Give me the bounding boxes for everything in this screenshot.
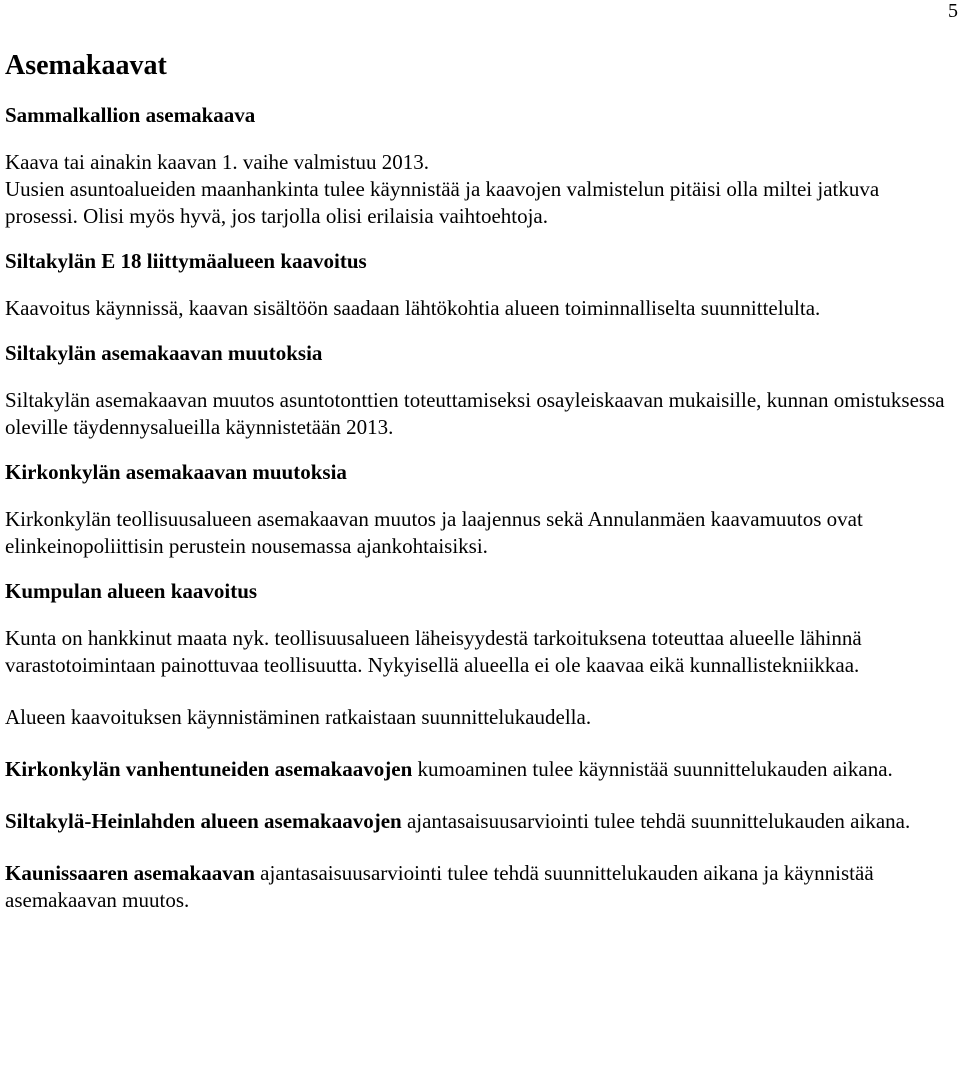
section-heading: Kirkonkylän asemakaavan muutoksia <box>5 460 347 484</box>
section-paragraph: Kaava tai ainakin kaavan 1. vaihe valmistuu 2013. <box>5 150 429 174</box>
section-paragraph: Alueen kaavoituksen käynnistäminen ratkaistaan suunnittelukaudella. <box>5 705 592 729</box>
section-siltakyla-muutoksia <box>5 340 955 441</box>
section-heading: Siltakylän asemakaavan muutoksia <box>5 341 323 365</box>
section-heading: Kumpulan alueen kaavoitus <box>5 579 258 603</box>
section-siltakyla-e18 <box>5 248 955 322</box>
inline-text: ajantasaisuusarviointi tulee tehdä suunnittelukauden aikana ja käynnistää asemakaavan muutos. <box>5 861 874 912</box>
section-paragraph: Siltakylän asemakaavan muutos asuntotonttien toteuttamiseksi osayleiskaavan mukaisille, kunnan omistuksessa oleville täydennysalueilla käynnistetään 2013. <box>5 388 945 439</box>
section-paragraph: Kirkonkylän teollisuusalueen asemakaavan muutos ja laajennus sekä Annulanmäen kaavamuutos ovat elinkeinopoliittisin perustein nousemassa ajankohtaisiksi. <box>5 507 863 558</box>
document-title: Asemakaavat <box>5 50 167 81</box>
section-heading: Sammalkallion asemakaava <box>5 103 256 127</box>
section-kumpula <box>5 578 955 731</box>
inline-paragraph-siltakyla-heinlahti <box>5 808 955 835</box>
inline-paragraph-kirkonkyla-vanhentuneet <box>5 756 955 783</box>
section-paragraph: Kunta on hankkinut maata nyk. teollisuusalueen läheisyydestä tarkoituksena toteuttaa alueelle lähinnä varastotoimintaan painottuvaa teollisuutta. Nykyisellä alueella ei ole kaavaa eikä kunnallistekniikkaa. <box>5 626 862 677</box>
section-kirkonkyla-muutoksia <box>5 459 955 560</box>
section-paragraph: Kaavoitus käynnissä, kaavan sisältöön saadaan lähtökohtia alueen toiminnalliselta suunnittelulta. <box>5 296 821 320</box>
section-sammalkallio <box>5 102 955 230</box>
inline-text: ajantasaisuusarviointi tulee tehdä suunnittelukauden aikana. <box>401 809 911 833</box>
section-paragraph: Uusien asuntoalueiden maanhankinta tulee käynnistää ja kaavojen valmistelun pitäisi olla miltei jatkuva prosessi. Olisi myös hyvä, jos tarjolla olisi erilaisia vaihtoehtoja. <box>5 177 880 228</box>
inline-paragraph-kaunissaari <box>5 860 955 914</box>
inline-text: kumoaminen tulee käynnistää suunnittelukauden aikana. <box>412 757 893 781</box>
inline-bold-term: Siltakylä-Heinlahden alueen asemakaavojen <box>5 809 402 833</box>
page-number: 5 <box>948 0 958 22</box>
inline-bold-term: Kaunissaaren asemakaavan <box>5 861 255 885</box>
section-heading: Siltakylän E 18 liittymäalueen kaavoitus <box>5 249 367 273</box>
document-body <box>5 48 955 939</box>
inline-bold-term: Kirkonkylän vanhentuneiden asemakaavojen <box>5 757 413 781</box>
